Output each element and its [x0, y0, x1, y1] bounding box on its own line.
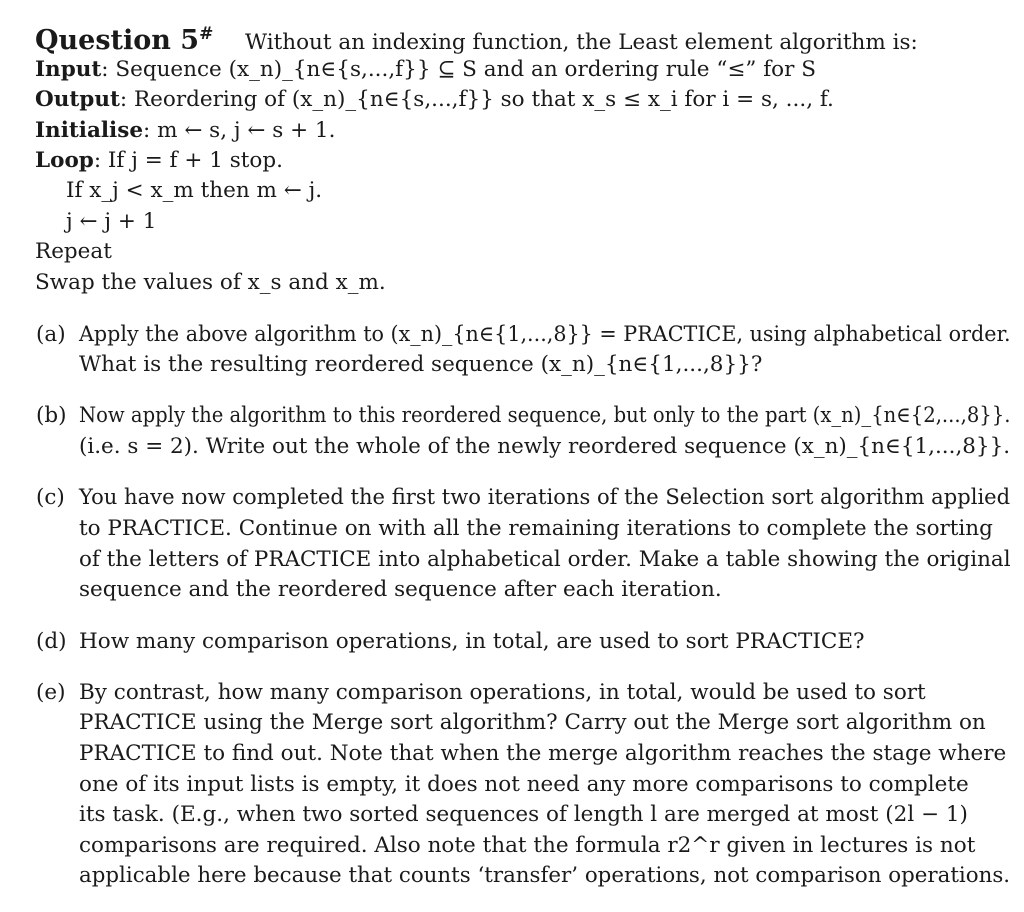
- algorithm-input-line: [35, 55, 816, 85]
- part-text-line: You have now completed the first two iterations of the Selection sort algorithm applied: [79, 485, 1011, 510]
- part-text-line: applicable here because that counts ‘transfer’ operations, not comparison operations.: [79, 863, 1011, 888]
- algorithm-init-line: [35, 116, 335, 146]
- algorithm-loop-if: If x_j < x_m then m ← j.: [66, 178, 323, 203]
- part-text-line: its task. (E.g., when two sorted sequences of length l are merged at most (2l − 1): [79, 802, 968, 827]
- part-text-line: What is the resulting reordered sequence (x_n)_{n∈{1,...,8}}?: [79, 352, 763, 377]
- init-text: : m ← s, j ← s + 1.: [143, 118, 336, 143]
- init-label: Initialise: [35, 118, 144, 143]
- question-title: Question 5: [35, 25, 200, 56]
- loop-label: Loop: [35, 148, 94, 173]
- question-header: [35, 19, 918, 56]
- algorithm-repeat: Repeat: [35, 239, 112, 264]
- part-text-line: Apply the above algorithm to (x_n)_{n∈{1,...,8}} = PRACTICE, using alphabetical order.: [79, 322, 1011, 347]
- input-text: : Sequence (x_n)_{n∈{s,...,f}} ⊆ S and an ordering rule “≤” for S: [101, 57, 816, 82]
- part-label: (d): [36, 629, 67, 654]
- output-label: Output: [35, 87, 120, 112]
- part-text-line: PRACTICE to find out. Note that when the merge algorithm reaches the stage where: [79, 741, 1007, 766]
- question-title-marker: #: [199, 24, 214, 44]
- part-text-line: (i.e. s = 2). Write out the whole of the newly reordered sequence (x_n)_{n∈{1,...,8}}.: [79, 434, 1011, 459]
- part-text-line: comparisons are required. Also note that the formula r2^r given in lectures is not: [79, 833, 976, 858]
- algorithm-swap: Swap the values of x_s and x_m.: [35, 270, 386, 295]
- part-text-line: one of its input lists is empty, it does not need any more comparisons to complete: [79, 772, 969, 797]
- part-text-line: Now apply the algorithm to this reordered sequence, but only to the part (x_n)_{n∈{2,...,8}}.: [79, 403, 1011, 428]
- algorithm-loop-increment: j ← j + 1: [66, 209, 157, 234]
- algorithm-output-line: [35, 85, 834, 115]
- part-text-line: PRACTICE using the Merge sort algorithm? Carry out the Merge sort algorithm on: [79, 710, 986, 735]
- part-text-line: sequence and the reordered sequence after each iteration.: [79, 577, 722, 602]
- algorithm-loop-line: [35, 146, 283, 176]
- loop-text: : If j = f + 1 stop.: [93, 148, 283, 173]
- part-text-line: How many comparison operations, in total, are used to sort PRACTICE?: [79, 629, 865, 654]
- output-text: : Reordering of (x_n)_{n∈{s,...,f}} so that x_s ≤ x_i for i = s, ..., f.: [119, 87, 834, 112]
- part-text-line: to PRACTICE. Continue on with all the remaining iterations to complete the sorting: [79, 516, 993, 541]
- part-label: (c): [36, 485, 65, 510]
- part-label: (a): [36, 322, 66, 347]
- question-intro: Without an indexing function, the Least element algorithm is:: [245, 30, 918, 55]
- input-label: Input: [35, 57, 102, 82]
- part-text-line: of the letters of PRACTICE into alphabetical order. Make a table showing the original: [79, 547, 1011, 572]
- part-label: (b): [36, 403, 67, 428]
- part-text-line: By contrast, how many comparison operations, in total, would be used to sort: [79, 680, 926, 705]
- part-label: (e): [36, 680, 66, 705]
